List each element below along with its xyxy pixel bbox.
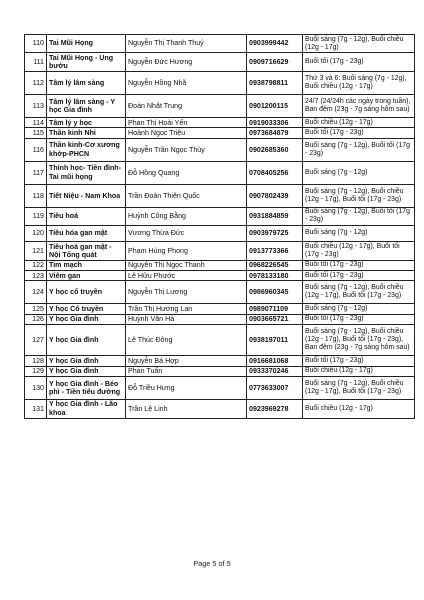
row-number: 120 [25,226,47,242]
table-row [25,138,415,161]
table-body [25,35,415,419]
row-number: 121 [25,242,47,261]
doctor-name-cell: Hoành Ngọc Triệu [126,128,247,138]
table-row [25,399,415,418]
specialty-cell: Thần kinh-Cơ xương khớp-PHCN [47,138,126,161]
table-row [25,95,415,118]
specialty-cell: Tâm lý lâm sàng - Y học Gia đình [47,95,126,118]
row-number: 110 [25,35,47,53]
phone-number-cell: 0968226545 [247,260,303,270]
doctor-name-cell: Trần Lệ Linh [126,399,247,418]
phone-number-cell: 0903979725 [247,226,303,242]
doctor-name-cell: Đỗ Hồng Quang [126,161,247,184]
row-number: 126 [25,314,47,324]
specialty-cell: Y học Gia đình - Lão khoa [47,399,126,418]
table-row [25,128,415,138]
table-row [25,325,415,356]
working-hours-cell: Buổi sáng (7g - 12g), Buổi chiều (12g - 17g), Buổi tối (17g - 23g) [303,281,415,304]
doctor-name-cell: Phạm Hùng Phong [126,242,247,261]
row-number: 129 [25,366,47,376]
table-row [25,271,415,281]
specialty-cell: Tim mạch [47,260,126,270]
phone-number-cell: 0938197011 [247,325,303,356]
working-hours-cell: Buổi chiều (12g - 17g) [303,366,415,376]
row-number: 124 [25,281,47,304]
doctor-name-cell: Nguyễn Thị Lương [126,281,247,304]
row-number: 111 [25,53,47,72]
row-number: 127 [25,325,47,356]
doctor-name-cell: Nguyễn Trần Ngọc Thủy [126,138,247,161]
phone-number-cell: 0773633007 [247,376,303,399]
working-hours-cell: Buổi sáng (7g - 12g) [303,226,415,242]
table-row [25,260,415,270]
row-number: 128 [25,356,47,366]
specialty-cell: Y học cổ truyền [47,281,126,304]
phone-number-cell: 0978133180 [247,271,303,281]
phone-number-cell: 0708405256 [247,161,303,184]
specialty-cell: Y học Cổ truyền [47,304,126,314]
phone-number-cell: 0986960345 [247,281,303,304]
working-hours-cell: Buổi chiều (12g - 17g), Buổi tối (17g - 23g) [303,242,415,261]
row-number: 112 [25,72,47,95]
working-hours-cell: Buổi sáng (7g - 12g) [303,161,415,184]
working-hours-cell: Buổi sáng (7g - 12g), Buổi tối (17g - 23g) [303,207,415,225]
row-number: 125 [25,304,47,314]
working-hours-cell: Buổi tối (17g - 23g) [303,314,415,324]
phone-number-cell: 0901200115 [247,95,303,118]
row-number: 122 [25,260,47,270]
phone-number-cell: 0903665721 [247,314,303,324]
specialty-cell: Tâm lý lâm sàng [47,72,126,95]
working-hours-cell: Buổi sáng (7g - 12g) [303,304,415,314]
phone-number-cell: 0902685360 [247,138,303,161]
table-row [25,281,415,304]
table-row [25,242,415,261]
doctor-name-cell: Phan Tuấn [126,366,247,376]
specialty-cell: Y học Gia đình [47,314,126,324]
specialty-cell: Tiêu hoá [47,207,126,225]
working-hours-cell: Buổi sáng (7g - 12g), Buổi chiều (12g - 17g), Buổi tối (17g - 23g) [303,376,415,399]
doctor-name-cell: Lê Thúc Đông [126,325,247,356]
table-row [25,304,415,314]
doctor-name-cell: Nguyễn Đức Hương [126,53,247,72]
table-row [25,72,415,95]
row-number: 123 [25,271,47,281]
phone-number-cell: 0989071109 [247,304,303,314]
row-number: 113 [25,95,47,118]
working-hours-cell: Buổi tối (17g - 23g) [303,128,415,138]
doctor-name-cell: Lê Hữu Phước [126,271,247,281]
doctor-name-cell: Trần Thị Hương Lan [126,304,247,314]
row-number: 118 [25,184,47,207]
specialty-cell: Y học Gia đình [47,325,126,356]
specialty-cell: Thính học- Tiền đình- Tai mũi họng [47,161,126,184]
table-row [25,226,415,242]
phone-number-cell: 0923969278 [247,399,303,418]
phone-number-cell: 0938798811 [247,72,303,95]
specialty-cell: Viêm gan [47,271,126,281]
specialty-cell: Tai Mũi Họng [47,35,126,53]
specialty-cell: Y học Gia đình [47,356,126,366]
table-row [25,35,415,53]
specialty-cell: Y học Gia đình [47,366,126,376]
phone-number-cell: 0931884859 [247,207,303,225]
working-hours-cell: Buổi tối (17g - 23g) [303,271,415,281]
working-hours-cell: Buổi tối (17g - 23g) [303,260,415,270]
doctor-name-cell: Đỗ Triều Hưng [126,376,247,399]
doctor-name-cell: Nguyễn Thị Ngọc Thanh [126,260,247,270]
working-hours-cell: Thứ 3 và 6: Buổi sáng (7g - 12g), Buổi chiều (12g - 17g) [303,72,415,95]
specialty-cell: Tiêu hóa gan mật [47,226,126,242]
doctor-name-cell: Nguyễn Bá Hợp [126,356,247,366]
table-row [25,207,415,225]
phone-number-cell: 0916681068 [247,356,303,366]
doctor-name-cell: Vương Thừa Đức [126,226,247,242]
row-number: 115 [25,128,47,138]
working-hours-cell: Buổi tối (17g - 23g) [303,356,415,366]
working-hours-cell: 24/7 (24/24h các ngày trong tuần), Ban đêm (23g - 7g sáng hôm sau) [303,95,415,118]
phone-number-cell: 0913773366 [247,242,303,261]
working-hours-cell: Buổi sáng (7g - 12g), Buổi chiều (12g - 17g) [303,35,415,53]
working-hours-cell: Buổi chiều (12g - 17g) [303,118,415,128]
specialty-cell: Thần kinh Nhi [47,128,126,138]
table-row [25,356,415,366]
doctor-name-cell: Đoàn Nhật Trung [126,95,247,118]
doctor-name-cell: Trần Đoàn Thiên Quốc [126,184,247,207]
table-row [25,314,415,324]
row-number: 131 [25,399,47,418]
specialty-cell: Y học Gia đình - Béo phì - Tiền tiểu đường [47,376,126,399]
doctor-name-cell: Huỳnh Văn Hà [126,314,247,324]
doctor-name-cell: Nguyễn Hồng Nhã [126,72,247,95]
working-hours-cell: Buổi chiều (12g - 17g) [303,399,415,418]
row-number: 119 [25,207,47,225]
doctor-schedule-table [24,34,415,419]
table-row [25,161,415,184]
table-row [25,118,415,128]
table-row [25,53,415,72]
row-number: 117 [25,161,47,184]
specialty-cell: Tâm lý y học [47,118,126,128]
doctor-name-cell: Nguyễn Thị Thanh Thuý [126,35,247,53]
working-hours-cell: Buổi tối (17g - 23g) [303,53,415,72]
row-number: 130 [25,376,47,399]
working-hours-cell: Buổi sáng (7g - 12g), Buổi chiều (12g - 17g), Buổi tối (17g - 23g) [303,184,415,207]
specialty-cell: Tiêu hoá gan mật - Nội Tổng quát [47,242,126,261]
table-row [25,366,415,376]
doctor-name-cell: Huỳnh Công Bằng [126,207,247,225]
phone-number-cell: 0903999442 [247,35,303,53]
doctor-name-cell: Phan Thị Hoài Yến [126,118,247,128]
phone-number-cell: 0919033306 [247,118,303,128]
specialty-cell: Tai Mũi Họng - Ung bướu [47,53,126,72]
row-number: 116 [25,138,47,161]
phone-number-cell: 0973684879 [247,128,303,138]
table-row [25,184,415,207]
phone-number-cell: 0909716629 [247,53,303,72]
specialty-cell: Tiết Niệu - Nam Khoa [47,184,126,207]
page-footer: Page 5 of 5 [193,559,231,568]
table-row [25,376,415,399]
phone-number-cell: 0907802439 [247,184,303,207]
row-number: 114 [25,118,47,128]
working-hours-cell: Buổi sáng (7g - 12g), Buổi chiều (12g - 17g), Buổi tối (17g - 23g), Ban đêm (23g - 7g sáng hôm sau) [303,325,415,356]
phone-number-cell: 0933370246 [247,366,303,376]
working-hours-cell: Buổi sáng (7g - 12g), Buổi tối (17g - 23g) [303,138,415,161]
